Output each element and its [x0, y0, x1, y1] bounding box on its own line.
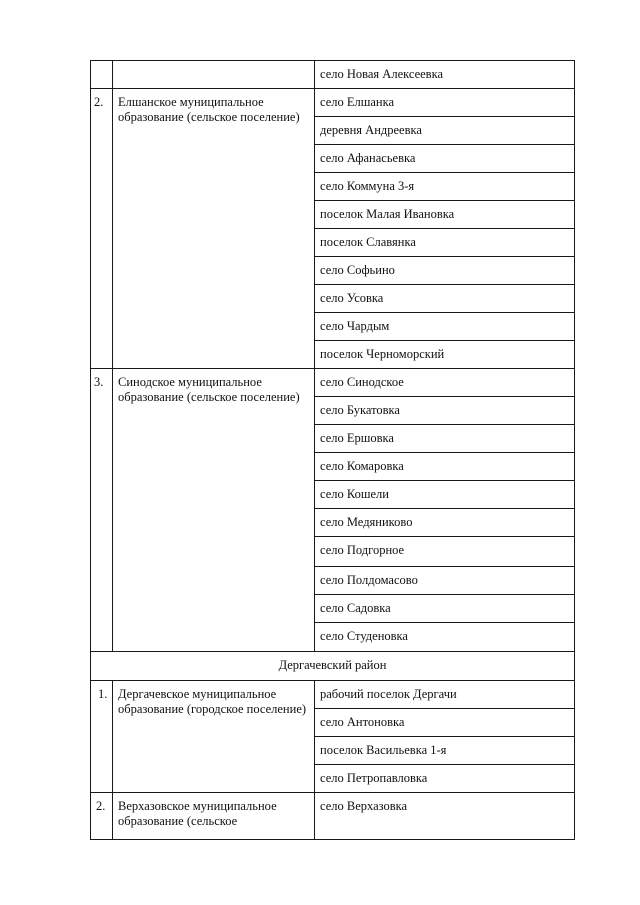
row-divider: [314, 736, 575, 737]
settlement-cell: село Синодское: [320, 375, 404, 389]
row-divider: [314, 452, 575, 453]
row-divider: [314, 566, 575, 567]
row-divider: [314, 594, 575, 595]
settlement-cell: село Петропавловка: [320, 771, 428, 785]
settlement-cell: село Ершовка: [320, 431, 394, 445]
table-border-left: [90, 60, 91, 840]
row-divider: [314, 144, 575, 145]
settlement-cell: село Садовка: [320, 601, 391, 615]
row-divider: [314, 622, 575, 623]
settlement-cell: село Букатовка: [320, 403, 400, 417]
district-heading: Дергачевский район: [278, 658, 387, 672]
row-divider: [314, 228, 575, 229]
row-divider: [314, 764, 575, 765]
municipality-name: Дергачевское муниципальное образование (городское поселение): [118, 687, 307, 716]
row-divider: [314, 508, 575, 509]
municipality-name: Синодское муниципальное образование (сельское поселение): [118, 375, 300, 404]
row-divider: [314, 172, 575, 173]
settlement-cell: рабочий поселок Дергачи: [320, 687, 457, 701]
row-divider: [314, 200, 575, 201]
settlement-cell: село Верхазовка: [320, 799, 408, 813]
row-divider: [314, 708, 575, 709]
settlement-cell: село Афанасьевка: [320, 151, 416, 165]
settlement-cell: село Усовка: [320, 291, 384, 305]
settlement-cell: село Елшанка: [320, 95, 395, 109]
row-divider: [314, 116, 575, 117]
district-divider: [90, 651, 575, 652]
entry-number: 2.: [94, 95, 104, 109]
entry-number: 2.: [96, 799, 106, 813]
entry-divider: [90, 368, 575, 369]
settlement-cell: поселок Малая Ивановка: [320, 207, 455, 221]
settlement-cell: село Антоновка: [320, 715, 405, 729]
settlement-cell: поселок Васильевка 1-я: [320, 743, 447, 757]
row-divider: [314, 256, 575, 257]
district-divider: [90, 680, 575, 681]
table-border-mid-lower: [314, 680, 315, 840]
settlement-cell: село Подгорное: [320, 543, 405, 557]
row-divider: [314, 340, 575, 341]
row-divider: [314, 312, 575, 313]
settlement-cell: село Студеновка: [320, 629, 408, 643]
table-border-right: [574, 60, 575, 840]
settlement-cell: поселок Черноморский: [320, 347, 445, 361]
settlement-cell: село Кошели: [320, 487, 389, 501]
settlement-cell: село Софьино: [320, 263, 395, 277]
table-border-num-lower: [112, 680, 113, 840]
row-divider: [314, 284, 575, 285]
municipality-name: Верхазовское муниципальное образование (сельское: [118, 799, 277, 828]
table-border-mid: [314, 60, 315, 651]
settlement-cell: село Чардым: [320, 319, 390, 333]
municipality-name: Елшанское муниципальное образование (сельское поселение): [118, 95, 300, 124]
settlement-cell: деревня Андреевка: [320, 123, 422, 137]
row-divider: [314, 424, 575, 425]
settlement-cell: поселок Славянка: [320, 235, 416, 249]
settlement-cell: село Медяниково: [320, 515, 413, 529]
settlement-cell: село Комаровка: [320, 459, 404, 473]
table-border-num: [112, 60, 113, 651]
entry-number: 3.: [94, 375, 104, 389]
entry-divider: [90, 88, 315, 89]
table-bottom-border: [90, 839, 575, 840]
entry-number: 1.: [98, 687, 108, 701]
row-divider: [314, 88, 575, 89]
table-top-border: [90, 60, 575, 61]
settlement-cell: село Коммуна 3-я: [320, 179, 415, 193]
row-divider: [314, 480, 575, 481]
row-divider: [314, 536, 575, 537]
settlement-cell: село Новая Алексеевка: [320, 67, 444, 81]
row-divider: [314, 396, 575, 397]
settlement-cell: село Полдомасово: [320, 573, 418, 587]
entry-divider: [90, 792, 575, 793]
